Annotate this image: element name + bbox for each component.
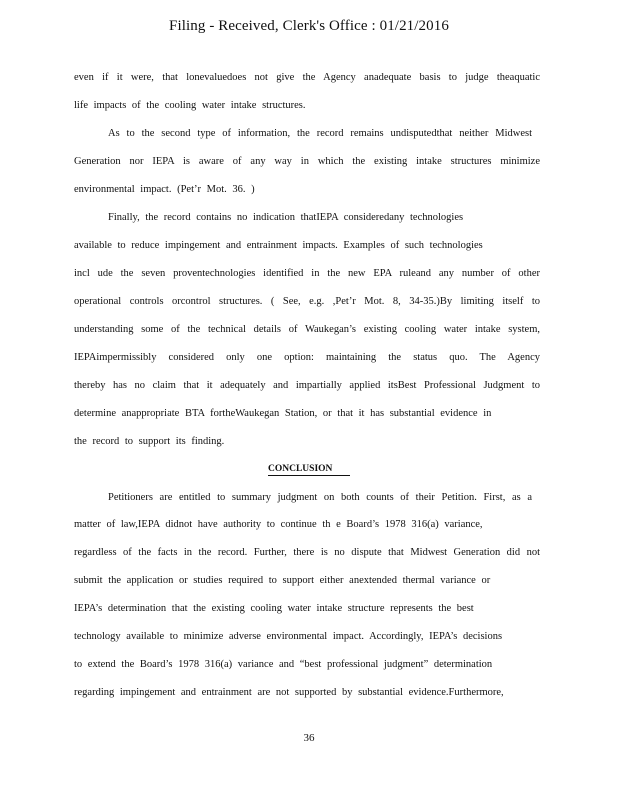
body-line: Petitioners are entitled to summary judgment on both counts of their Petition. First, as a — [108, 492, 532, 503]
body-line: incl ude the seven proventechnologies identified in the new EPA ruleand any number of other — [74, 268, 540, 279]
body-line: determine anappropriate BTA fortheWaukegan Station, or that it has substantial evidence in — [74, 408, 492, 419]
body-line: matter of law,IEPA didnot have authority to continue th e Board’s 1978 316(a) variance, — [74, 519, 483, 530]
body-line: to extend the Board’s 1978 316(a) variance and “best professional judgment” determination — [74, 659, 493, 670]
body-line: understanding some of the technical details of Waukegan’s existing cooling water intake system, — [74, 324, 540, 335]
body-line: environmental impact. (Pet’r Mot. 36. ) — [74, 184, 255, 195]
body-line: IEPA’s determination that the existing cooling water intake structure represents the best — [74, 603, 474, 614]
section-heading: CONCLUSION — [268, 463, 350, 476]
body-line: regarding impingement and entrainment are not supported by substantial evidence.Furthermore, — [74, 687, 504, 698]
body-line: thereby has no claim that it adequately and impartially applied itsBest Professional Judgment to — [74, 380, 540, 391]
body-line: Generation nor IEPA is aware of any way in which the existing intake structures minimize — [74, 156, 540, 167]
body-line: submit the application or studies required to support either anextended thermal variance or — [74, 575, 491, 586]
body-line: Finally, the record contains no indication thatIEPA consideredany technologies — [108, 212, 464, 223]
body-line: As to the second type of information, the record remains undisputedthat neither Midwest — [108, 128, 532, 139]
body-line: life impacts of the cooling water intake structures. — [74, 100, 306, 111]
body-line: available to reduce impingement and entrainment impacts. Examples of such technologies — [74, 240, 483, 251]
body-line: even if it were, that lonevaluedoes not give the Agency anadequate basis to judge theaquatic — [74, 72, 540, 83]
body-line: regardless of the facts in the record. Further, there is no dispute that Midwest Generation did not — [74, 547, 540, 558]
body-line: operational controls orcontrol structures. ( See, e.g. ,Pet’r Mot. 8, 34-35.)By limiting itself to — [74, 296, 540, 307]
filing-header: Filing - Received, Clerk's Office : 01/21/2016 — [169, 18, 449, 34]
body-line: the record to support its finding. — [74, 436, 225, 447]
page-number: 36 — [303, 732, 315, 744]
body-line: IEPAimpermissibly considered only one option: maintaining the status quo. The Agency — [74, 352, 540, 363]
body-line: technology available to minimize adverse environmental impact. Accordingly, IEPA’s decisions — [74, 631, 503, 642]
